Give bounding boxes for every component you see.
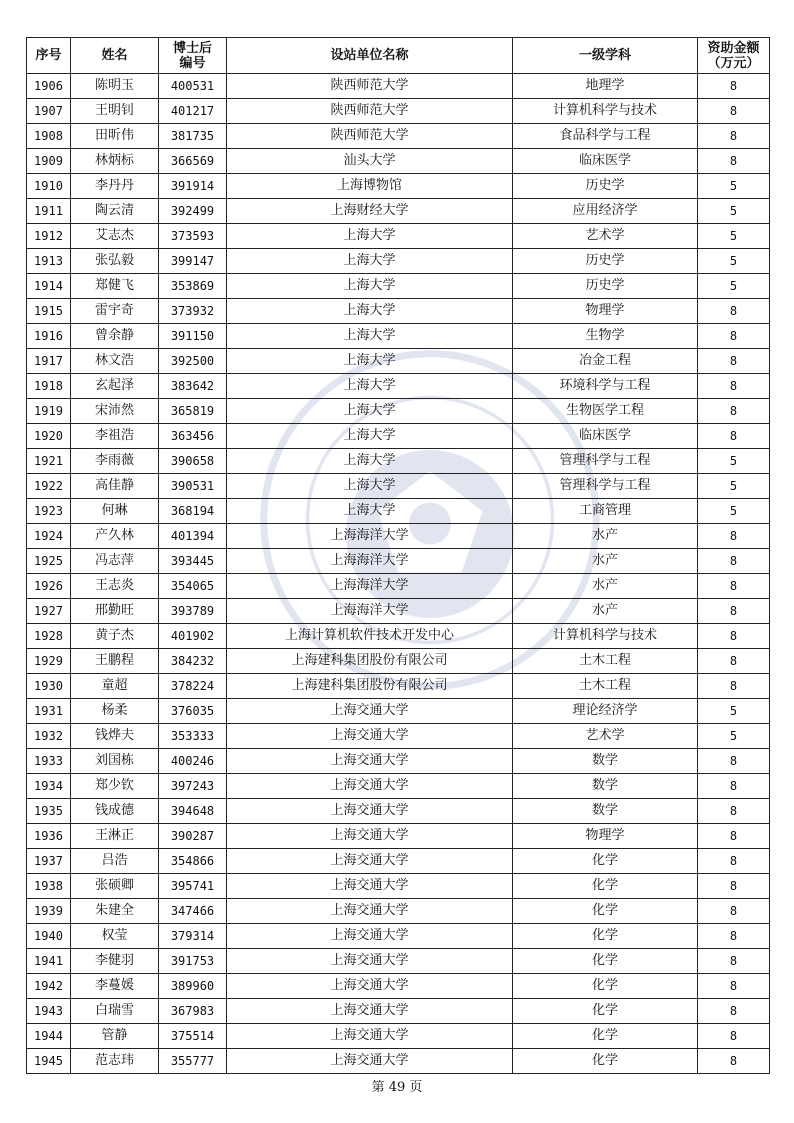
cell-discipline: 临床医学: [513, 424, 698, 449]
cell-discipline: 水产: [513, 524, 698, 549]
cell-seq: 1916: [27, 324, 71, 349]
table-row: [27, 124, 770, 149]
cell-institution: 上海交通大学: [227, 924, 513, 949]
cell-seq: 1928: [27, 624, 71, 649]
cell-seq: 1939: [27, 899, 71, 924]
header-postdoc-id-text: 博士后编号: [172, 40, 212, 71]
table-row: [27, 224, 770, 249]
cell-name: 产久林: [71, 524, 159, 549]
cell-institution: 上海交通大学: [227, 1049, 513, 1074]
cell-discipline: 生物医学工程: [513, 399, 698, 424]
cell-institution: 上海大学: [227, 349, 513, 374]
cell-postdoc-id: 375514: [159, 1024, 227, 1049]
cell-amount: 8: [698, 324, 770, 349]
cell-institution: 上海交通大学: [227, 874, 513, 899]
cell-discipline: 化学: [513, 974, 698, 999]
cell-seq: 1907: [27, 99, 71, 124]
cell-amount: 5: [698, 449, 770, 474]
cell-seq: 1929: [27, 649, 71, 674]
cell-seq: 1918: [27, 374, 71, 399]
cell-postdoc-id: 393789: [159, 599, 227, 624]
cell-name: 朱建全: [71, 899, 159, 924]
cell-postdoc-id: 373593: [159, 224, 227, 249]
cell-amount: 8: [698, 124, 770, 149]
cell-name: 王鹏程: [71, 649, 159, 674]
cell-institution: 上海交通大学: [227, 699, 513, 724]
cell-postdoc-id: 395741: [159, 874, 227, 899]
table-row: [27, 924, 770, 949]
table-row: [27, 499, 770, 524]
cell-name: 林炳标: [71, 149, 159, 174]
cell-discipline: 管理科学与工程: [513, 449, 698, 474]
cell-institution: 上海大学: [227, 324, 513, 349]
cell-postdoc-id: 376035: [159, 699, 227, 724]
cell-name: 艾志杰: [71, 224, 159, 249]
cell-seq: 1906: [27, 74, 71, 99]
cell-institution: 上海海洋大学: [227, 574, 513, 599]
cell-discipline: 环境科学与工程: [513, 374, 698, 399]
cell-postdoc-id: 353869: [159, 274, 227, 299]
cell-institution: 上海交通大学: [227, 1024, 513, 1049]
cell-amount: 8: [698, 999, 770, 1024]
cell-discipline: 化学: [513, 1024, 698, 1049]
cell-discipline: 数学: [513, 749, 698, 774]
cell-amount: 8: [698, 299, 770, 324]
cell-amount: 8: [698, 649, 770, 674]
table-row: [27, 949, 770, 974]
cell-postdoc-id: 363456: [159, 424, 227, 449]
table-row: [27, 174, 770, 199]
cell-postdoc-id: 390658: [159, 449, 227, 474]
header-discipline: 一级学科: [513, 38, 698, 74]
cell-discipline: 工商管理: [513, 499, 698, 524]
cell-name: 李丹丹: [71, 174, 159, 199]
table-row: [27, 199, 770, 224]
cell-institution: 上海交通大学: [227, 774, 513, 799]
cell-seq: 1925: [27, 549, 71, 574]
cell-postdoc-id: 383642: [159, 374, 227, 399]
cell-seq: 1924: [27, 524, 71, 549]
cell-amount: 8: [698, 349, 770, 374]
table-row: [27, 324, 770, 349]
cell-discipline: 地理学: [513, 74, 698, 99]
cell-discipline: 化学: [513, 1049, 698, 1074]
cell-seq: 1911: [27, 199, 71, 224]
cell-discipline: 历史学: [513, 249, 698, 274]
cell-name: 雷宇奇: [71, 299, 159, 324]
cell-name: 林文浩: [71, 349, 159, 374]
cell-postdoc-id: 392499: [159, 199, 227, 224]
cell-amount: 8: [698, 924, 770, 949]
cell-seq: 1945: [27, 1049, 71, 1074]
cell-amount: 5: [698, 274, 770, 299]
cell-discipline: 艺术学: [513, 724, 698, 749]
cell-seq: 1942: [27, 974, 71, 999]
cell-amount: 8: [698, 374, 770, 399]
cell-name: 童超: [71, 674, 159, 699]
table-row: [27, 349, 770, 374]
table-row: [27, 649, 770, 674]
cell-postdoc-id: 366569: [159, 149, 227, 174]
cell-discipline: 临床医学: [513, 149, 698, 174]
cell-name: 权莹: [71, 924, 159, 949]
header-amount: [698, 38, 770, 74]
page-number: 第 49 页: [371, 1080, 423, 1095]
cell-postdoc-id: 365819: [159, 399, 227, 424]
cell-institution: 上海大学: [227, 399, 513, 424]
cell-institution: 上海财经大学: [227, 199, 513, 224]
header-seq: 序号: [27, 38, 71, 74]
cell-discipline: 计算机科学与技术: [513, 624, 698, 649]
table-row: [27, 574, 770, 599]
cell-name: 王淋正: [71, 824, 159, 849]
cell-seq: 1920: [27, 424, 71, 449]
cell-institution: 上海海洋大学: [227, 549, 513, 574]
cell-institution: 上海交通大学: [227, 799, 513, 824]
table-row: [27, 424, 770, 449]
cell-institution: 上海大学: [227, 274, 513, 299]
cell-postdoc-id: 401902: [159, 624, 227, 649]
cell-amount: 5: [698, 249, 770, 274]
cell-discipline: 数学: [513, 774, 698, 799]
cell-amount: 8: [698, 799, 770, 824]
cell-postdoc-id: 384232: [159, 649, 227, 674]
cell-name: 吕浩: [71, 849, 159, 874]
cell-name: 玄起泽: [71, 374, 159, 399]
cell-name: 张硕卿: [71, 874, 159, 899]
cell-amount: 8: [698, 774, 770, 799]
table-row: [27, 599, 770, 624]
cell-amount: 8: [698, 899, 770, 924]
table-row: [27, 249, 770, 274]
cell-postdoc-id: 394648: [159, 799, 227, 824]
cell-institution: 上海计算机软件技术开发中心: [227, 624, 513, 649]
cell-discipline: 化学: [513, 899, 698, 924]
cell-seq: 1935: [27, 799, 71, 824]
cell-institution: 上海建科集团股份有限公司: [227, 649, 513, 674]
cell-institution: 陕西师范大学: [227, 99, 513, 124]
cell-amount: 8: [698, 399, 770, 424]
table-row: [27, 774, 770, 799]
cell-seq: 1915: [27, 299, 71, 324]
cell-postdoc-id: 354065: [159, 574, 227, 599]
table-row: [27, 549, 770, 574]
cell-amount: 8: [698, 849, 770, 874]
cell-seq: 1933: [27, 749, 71, 774]
cell-institution: 上海交通大学: [227, 999, 513, 1024]
table-row: [27, 749, 770, 774]
cell-seq: 1908: [27, 124, 71, 149]
cell-name: 郑健飞: [71, 274, 159, 299]
cell-name: 冯志萍: [71, 549, 159, 574]
cell-seq: 1919: [27, 399, 71, 424]
cell-amount: 8: [698, 674, 770, 699]
cell-seq: 1938: [27, 874, 71, 899]
cell-seq: 1944: [27, 1024, 71, 1049]
cell-postdoc-id: 400246: [159, 749, 227, 774]
cell-discipline: 化学: [513, 924, 698, 949]
table-row: [27, 624, 770, 649]
cell-name: 杨柔: [71, 699, 159, 724]
cell-seq: 1937: [27, 849, 71, 874]
cell-name: 范志玮: [71, 1049, 159, 1074]
cell-seq: 1912: [27, 224, 71, 249]
cell-name: 何琳: [71, 499, 159, 524]
cell-institution: 上海交通大学: [227, 724, 513, 749]
cell-institution: 上海大学: [227, 374, 513, 399]
cell-discipline: 生物学: [513, 324, 698, 349]
cell-discipline: 水产: [513, 549, 698, 574]
cell-discipline: 数学: [513, 799, 698, 824]
cell-name: 曾余静: [71, 324, 159, 349]
cell-discipline: 水产: [513, 574, 698, 599]
table-row: [27, 299, 770, 324]
cell-amount: 8: [698, 424, 770, 449]
cell-seq: 1922: [27, 474, 71, 499]
cell-institution: 汕头大学: [227, 149, 513, 174]
cell-name: 李祖浩: [71, 424, 159, 449]
table-header-row: [27, 38, 770, 74]
cell-amount: 8: [698, 149, 770, 174]
cell-institution: 上海大学: [227, 474, 513, 499]
cell-discipline: 化学: [513, 999, 698, 1024]
cell-seq: 1927: [27, 599, 71, 624]
cell-name: 陈明玉: [71, 74, 159, 99]
cell-discipline: 历史学: [513, 274, 698, 299]
cell-discipline: 土木工程: [513, 674, 698, 699]
cell-discipline: 理论经济学: [513, 699, 698, 724]
cell-institution: 上海博物馆: [227, 174, 513, 199]
cell-postdoc-id: 391150: [159, 324, 227, 349]
cell-postdoc-id: 397243: [159, 774, 227, 799]
cell-discipline: 物理学: [513, 824, 698, 849]
cell-amount: 8: [698, 624, 770, 649]
table-row: [27, 874, 770, 899]
cell-postdoc-id: 368194: [159, 499, 227, 524]
cell-amount: 5: [698, 474, 770, 499]
table-row: [27, 674, 770, 699]
cell-name: 郑少钦: [71, 774, 159, 799]
cell-postdoc-id: 401217: [159, 99, 227, 124]
cell-seq: 1936: [27, 824, 71, 849]
table-row: [27, 1024, 770, 1049]
cell-amount: 5: [698, 699, 770, 724]
cell-discipline: 艺术学: [513, 224, 698, 249]
cell-postdoc-id: 390287: [159, 824, 227, 849]
cell-seq: 1932: [27, 724, 71, 749]
cell-amount: 8: [698, 1024, 770, 1049]
table-row: [27, 99, 770, 124]
cell-postdoc-id: 389960: [159, 974, 227, 999]
cell-amount: 8: [698, 974, 770, 999]
cell-name: 钱成德: [71, 799, 159, 824]
cell-postdoc-id: 401394: [159, 524, 227, 549]
cell-discipline: 化学: [513, 874, 698, 899]
cell-institution: 上海大学: [227, 249, 513, 274]
cell-institution: 上海大学: [227, 224, 513, 249]
cell-discipline: 食品科学与工程: [513, 124, 698, 149]
cell-postdoc-id: 393445: [159, 549, 227, 574]
cell-amount: 8: [698, 824, 770, 849]
cell-postdoc-id: 399147: [159, 249, 227, 274]
cell-postdoc-id: 378224: [159, 674, 227, 699]
table-row: [27, 449, 770, 474]
cell-postdoc-id: 379314: [159, 924, 227, 949]
cell-seq: 1930: [27, 674, 71, 699]
cell-amount: 8: [698, 74, 770, 99]
cell-seq: 1913: [27, 249, 71, 274]
cell-discipline: 化学: [513, 949, 698, 974]
cell-name: 张弘毅: [71, 249, 159, 274]
table-row: [27, 524, 770, 549]
table-row: [27, 999, 770, 1024]
cell-seq: 1923: [27, 499, 71, 524]
cell-institution: 上海交通大学: [227, 749, 513, 774]
cell-discipline: 计算机科学与技术: [513, 99, 698, 124]
cell-seq: 1914: [27, 274, 71, 299]
cell-institution: 上海海洋大学: [227, 524, 513, 549]
cell-postdoc-id: 373932: [159, 299, 227, 324]
cell-name: 白瑞雪: [71, 999, 159, 1024]
table-row: [27, 849, 770, 874]
cell-institution: 上海交通大学: [227, 974, 513, 999]
cell-amount: 8: [698, 874, 770, 899]
cell-amount: 5: [698, 174, 770, 199]
cell-name: 邢勤旺: [71, 599, 159, 624]
cell-amount: 8: [698, 949, 770, 974]
cell-postdoc-id: 347466: [159, 899, 227, 924]
cell-postdoc-id: 354866: [159, 849, 227, 874]
table-row: [27, 374, 770, 399]
cell-name: 王明钊: [71, 99, 159, 124]
cell-institution: 陕西师范大学: [227, 74, 513, 99]
cell-discipline: 土木工程: [513, 649, 698, 674]
cell-discipline: 历史学: [513, 174, 698, 199]
table-row: [27, 274, 770, 299]
cell-amount: 5: [698, 224, 770, 249]
cell-institution: 上海大学: [227, 499, 513, 524]
cell-name: 李雨薇: [71, 449, 159, 474]
cell-name: 王志炎: [71, 574, 159, 599]
cell-amount: 8: [698, 549, 770, 574]
cell-postdoc-id: 353333: [159, 724, 227, 749]
cell-postdoc-id: 391753: [159, 949, 227, 974]
cell-postdoc-id: 367983: [159, 999, 227, 1024]
cell-seq: 1910: [27, 174, 71, 199]
cell-institution: 陕西师范大学: [227, 124, 513, 149]
cell-seq: 1941: [27, 949, 71, 974]
cell-amount: 5: [698, 724, 770, 749]
cell-name: 黄子杰: [71, 624, 159, 649]
cell-amount: 5: [698, 499, 770, 524]
cell-amount: 8: [698, 749, 770, 774]
cell-seq: 1921: [27, 449, 71, 474]
header-name: 姓名: [71, 38, 159, 74]
table-row: [27, 724, 770, 749]
cell-institution: 上海交通大学: [227, 899, 513, 924]
cell-seq: 1940: [27, 924, 71, 949]
cell-seq: 1931: [27, 699, 71, 724]
table-body: [27, 74, 770, 1074]
table-row: [27, 399, 770, 424]
cell-amount: 8: [698, 1049, 770, 1074]
cell-amount: 5: [698, 199, 770, 224]
table-row: [27, 474, 770, 499]
table-row: [27, 74, 770, 99]
cell-institution: 上海建科集团股份有限公司: [227, 674, 513, 699]
cell-postdoc-id: 381735: [159, 124, 227, 149]
header-institution: 设站单位名称: [227, 38, 513, 74]
header-postdoc-id: [159, 38, 227, 74]
table-row: [27, 699, 770, 724]
cell-discipline: 物理学: [513, 299, 698, 324]
cell-institution: 上海交通大学: [227, 949, 513, 974]
cell-seq: 1926: [27, 574, 71, 599]
table-row: [27, 899, 770, 924]
cell-name: 陶云清: [71, 199, 159, 224]
cell-postdoc-id: 391914: [159, 174, 227, 199]
cell-institution: 上海海洋大学: [227, 599, 513, 624]
cell-postdoc-id: 390531: [159, 474, 227, 499]
table-row: [27, 149, 770, 174]
cell-seq: 1934: [27, 774, 71, 799]
cell-institution: 上海交通大学: [227, 824, 513, 849]
cell-amount: 8: [698, 574, 770, 599]
cell-postdoc-id: 392500: [159, 349, 227, 374]
cell-discipline: 管理科学与工程: [513, 474, 698, 499]
cell-name: 刘国栋: [71, 749, 159, 774]
cell-discipline: 化学: [513, 849, 698, 874]
cell-seq: 1917: [27, 349, 71, 374]
cell-postdoc-id: 355777: [159, 1049, 227, 1074]
cell-name: 李健羽: [71, 949, 159, 974]
cell-institution: 上海大学: [227, 424, 513, 449]
cell-amount: 8: [698, 599, 770, 624]
cell-name: 钱烨夫: [71, 724, 159, 749]
cell-seq: 1943: [27, 999, 71, 1024]
header-amount-text: 资助金额（万元）: [707, 40, 760, 71]
cell-discipline: 水产: [513, 599, 698, 624]
cell-name: 田昕伟: [71, 124, 159, 149]
funding-table: [26, 37, 770, 1074]
cell-name: 高佳静: [71, 474, 159, 499]
cell-name: 李蔓媛: [71, 974, 159, 999]
cell-discipline: 应用经济学: [513, 199, 698, 224]
table-row: [27, 1049, 770, 1074]
table-row: [27, 974, 770, 999]
table-row: [27, 799, 770, 824]
cell-discipline: 冶金工程: [513, 349, 698, 374]
cell-amount: 8: [698, 524, 770, 549]
table-row: [27, 824, 770, 849]
cell-amount: 8: [698, 99, 770, 124]
cell-name: 管静: [71, 1024, 159, 1049]
cell-institution: 上海大学: [227, 299, 513, 324]
cell-institution: 上海交通大学: [227, 849, 513, 874]
cell-postdoc-id: 400531: [159, 74, 227, 99]
cell-seq: 1909: [27, 149, 71, 174]
cell-institution: 上海大学: [227, 449, 513, 474]
cell-name: 宋沛然: [71, 399, 159, 424]
